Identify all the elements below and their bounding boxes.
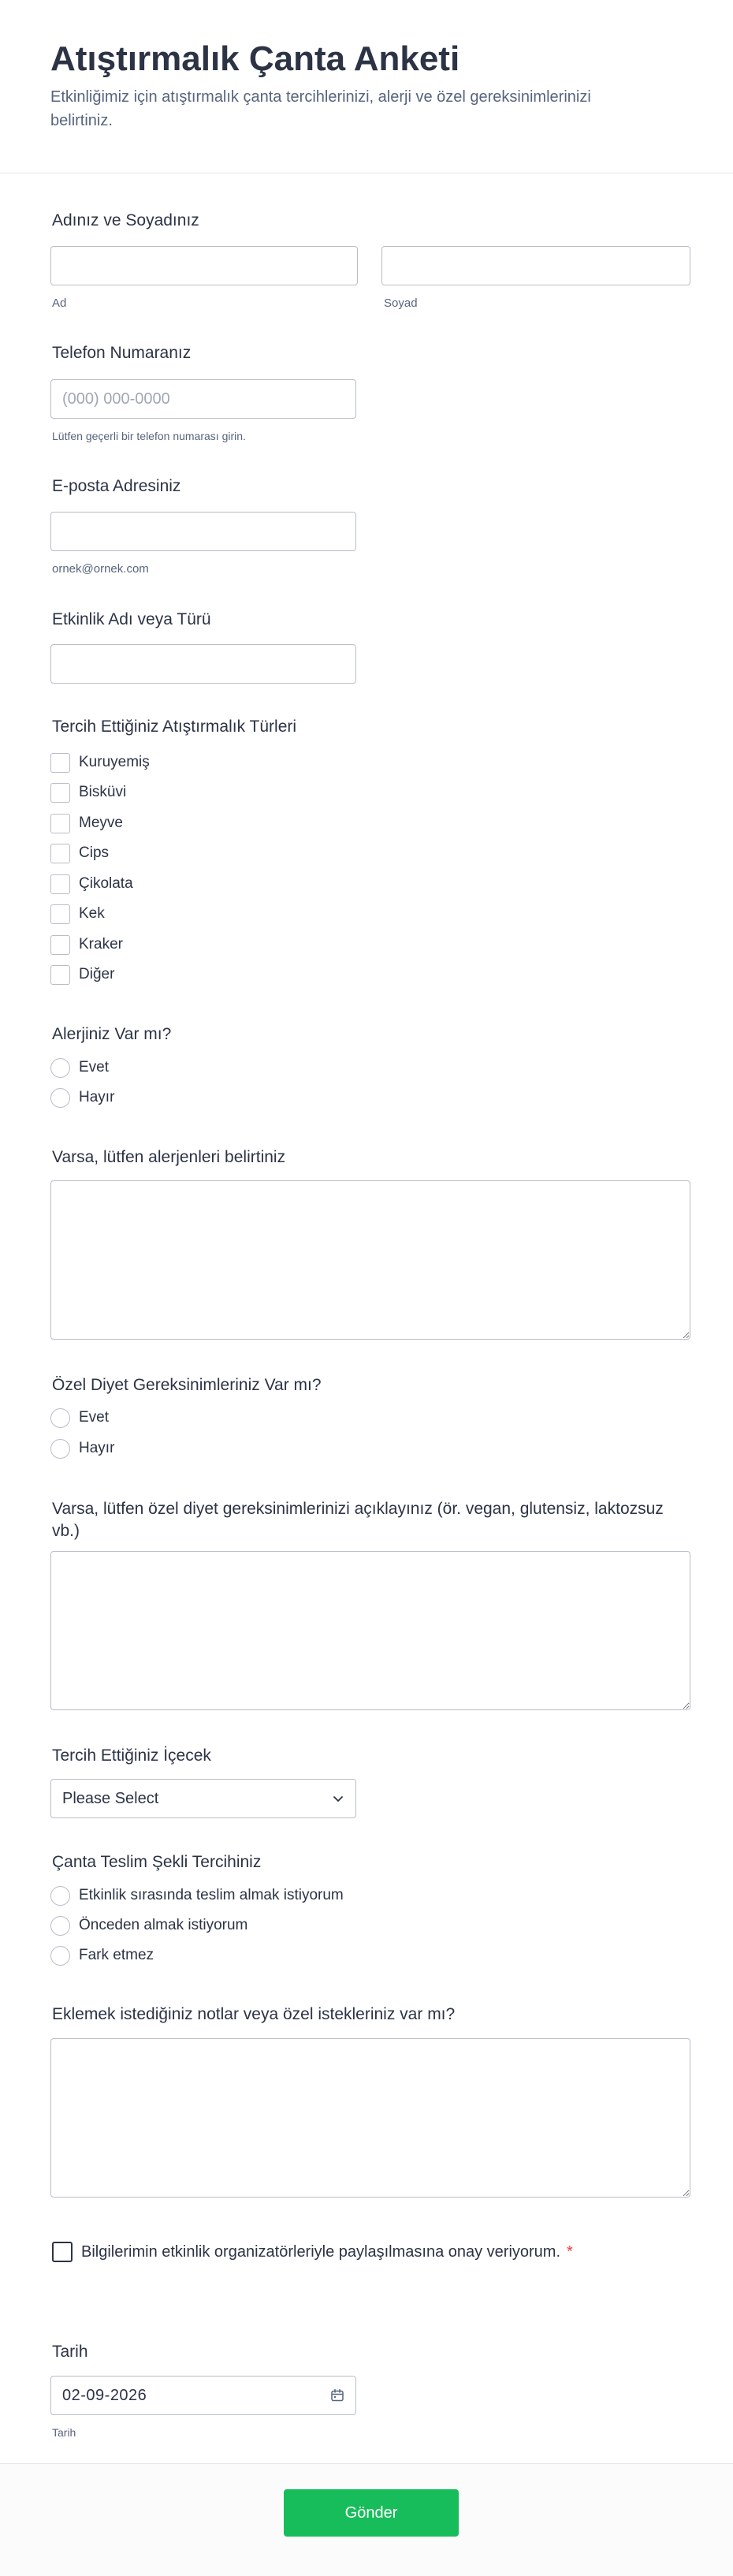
date-value: 02-09-2026: [62, 2386, 147, 2404]
name-label: Adınız ve Soyadınız: [52, 211, 199, 229]
first-name-sublabel: Ad: [52, 296, 67, 310]
last-name-input[interactable]: [381, 246, 690, 285]
date-label: Tarih: [52, 2343, 88, 2361]
snack-option-diger[interactable]: Diğer: [50, 964, 114, 986]
phone-hint: Lütfen geçerli bir telefon numarası girin.: [52, 430, 246, 442]
date-input[interactable]: [50, 2376, 356, 2415]
last-name-sublabel: Soyad: [384, 296, 418, 310]
drink-label: Tercih Ettiğiniz İçecek: [52, 1747, 211, 1765]
calendar-icon[interactable]: [330, 2388, 344, 2403]
snack-option-kuruyemis[interactable]: Kuruyemiş: [50, 751, 150, 774]
checkbox[interactable]: [50, 783, 70, 803]
radio[interactable]: [50, 1088, 70, 1108]
event-input[interactable]: [50, 644, 356, 684]
form-header: [0, 0, 733, 173]
snack-option-kek[interactable]: Kek: [50, 903, 105, 925]
diet-option-hayir[interactable]: Hayır: [50, 1437, 114, 1459]
submit-button[interactable]: Gönder: [284, 2489, 459, 2537]
radio[interactable]: [50, 1408, 70, 1428]
checkbox[interactable]: [50, 753, 70, 773]
form-title: Atıştırmalık Çanta Anketi: [50, 39, 460, 78]
notes-label: Eklemek istediğiniz notlar veya özel istekleriniz var mı?: [52, 2005, 456, 2023]
snack-option-kraker[interactable]: Kraker: [50, 934, 123, 956]
checkbox[interactable]: [50, 904, 70, 924]
allergy-detail-textarea[interactable]: [50, 1180, 690, 1340]
form-subtitle: Etkinliğimiz için atıştırmalık çanta tercihlerinizi, alerji ve özel gereksinimlerinizi belirtiniz.: [50, 88, 591, 129]
email-input[interactable]: [50, 512, 356, 551]
radio[interactable]: [50, 1886, 70, 1906]
delivery-option-before[interactable]: Önceden almak istiyorum: [50, 1914, 247, 1937]
drink-select-value: Please Select: [62, 1789, 159, 1807]
snack-option-cikolata[interactable]: Çikolata: [50, 873, 133, 895]
consent-checkbox[interactable]: [52, 2242, 73, 2262]
radio[interactable]: [50, 1946, 70, 1966]
checkbox[interactable]: [50, 965, 70, 985]
checkbox[interactable]: [50, 874, 70, 894]
delivery-option-any[interactable]: Fark etmez: [50, 1944, 154, 1966]
snack-option-cips[interactable]: Cips: [50, 842, 109, 864]
diet-detail-textarea[interactable]: [50, 1551, 690, 1710]
date-sublabel: Tarih: [52, 2426, 76, 2439]
allergy-option-evet[interactable]: Evet: [50, 1057, 109, 1079]
email-hint: ornek@ornek.com: [52, 562, 149, 576]
first-name-input[interactable]: [50, 246, 358, 285]
checkbox[interactable]: [50, 814, 70, 833]
allergy-option-hayir[interactable]: Hayır: [50, 1087, 114, 1109]
phone-input[interactable]: [50, 379, 356, 419]
email-label: E-posta Adresiniz: [52, 477, 181, 495]
snacks-label: Tercih Ettiğiniz Atıştırmalık Türleri: [52, 718, 297, 736]
required-mark: *: [567, 2242, 573, 2261]
phone-label: Telefon Numaranız: [52, 344, 192, 362]
consent-text: Bilgilerimin etkinlik organizatörleriyle paylaşılmasına onay veriyorum.: [81, 2242, 561, 2261]
allergy-detail-label: Varsa, lütfen alerjenleri belirtiniz: [52, 1148, 286, 1166]
radio[interactable]: [50, 1058, 70, 1078]
checkbox[interactable]: [50, 935, 70, 955]
delivery-option-during[interactable]: Etkinlik sırasında teslim almak istiyorum: [50, 1884, 344, 1907]
snack-option-meyve[interactable]: Meyve: [50, 812, 123, 834]
allergy-label: Alerjiniz Var mı?: [52, 1025, 172, 1043]
diet-label: Özel Diyet Gereksinimleriniz Var mı?: [52, 1376, 322, 1394]
drink-select[interactable]: [50, 1779, 356, 1818]
diet-detail-label: Varsa, lütfen özel diyet gereksinimlerinizi açıklayınız (ör. vegan, glutensiz, laktozsuz vb.): [52, 1500, 664, 1540]
notes-textarea[interactable]: [50, 2038, 690, 2198]
radio[interactable]: [50, 1439, 70, 1459]
delivery-label: Çanta Teslim Şekli Tercihiniz: [52, 1853, 262, 1871]
consent-row[interactable]: [52, 2242, 573, 2262]
diet-option-evet[interactable]: Evet: [50, 1407, 109, 1429]
checkbox[interactable]: [50, 844, 70, 863]
snack-option-biskuvi[interactable]: Bisküvi: [50, 781, 126, 803]
radio[interactable]: [50, 1916, 70, 1936]
event-label: Etkinlik Adı veya Türü: [52, 610, 211, 628]
chevron-down-icon: [332, 1792, 344, 1805]
